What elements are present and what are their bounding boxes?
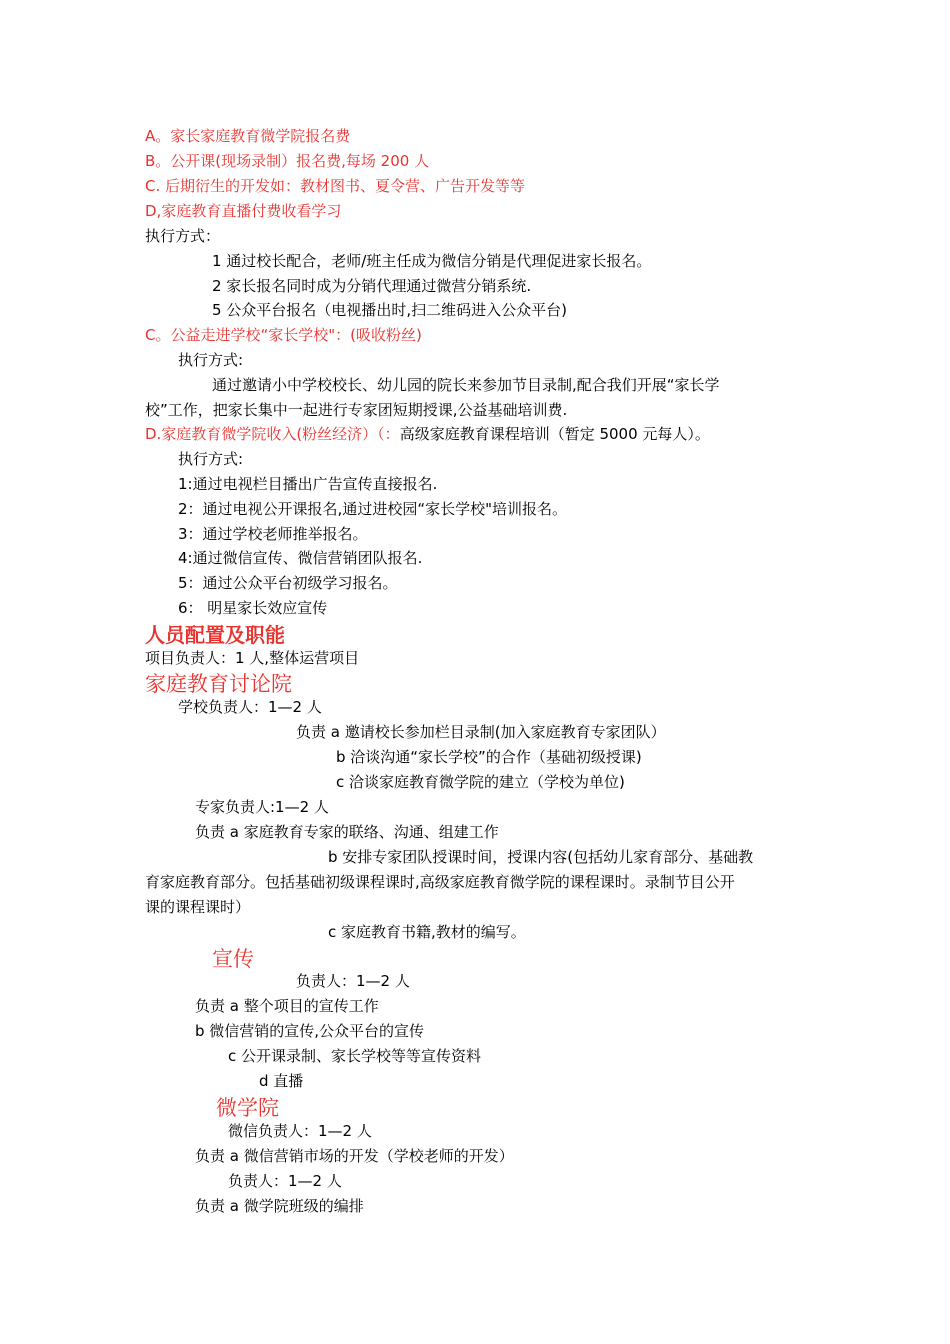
paragraph-line: 通过邀请小中学校校长、幼儿园的院长来参加节目录制,配合我们开展“家长学 bbox=[212, 376, 720, 394]
enroll-method: 3：通过学校老师推举报名。 bbox=[178, 525, 368, 543]
expert-lead-line: 专家负责人:1—2 人 bbox=[195, 798, 329, 816]
enroll-method: 2：通过电视公开课报名,通过进校园“家长学校"培训报名。 bbox=[178, 500, 567, 518]
item-a-line: A。家长家庭教育微学院报名费 bbox=[145, 127, 351, 145]
method-5: 5 公众平台报名（电视播出时,扫二维码进入公众平台) bbox=[212, 301, 567, 319]
duty-line: 课的课程课时） bbox=[145, 898, 251, 916]
method-2: 2 家长报名同时成为分销代理通过微营分销系统. bbox=[212, 277, 532, 295]
section-heading-discussion: 家庭教育讨论院 bbox=[145, 672, 292, 696]
enroll-method: 5：通过公众平台初级学习报名。 bbox=[178, 574, 398, 592]
duty-line: d 直播 bbox=[259, 1072, 304, 1090]
school-lead-line: 学校负责人：1—2 人 bbox=[178, 698, 322, 716]
duty-line: 负责 a 家庭教育专家的联络、沟通、组建工作 bbox=[195, 823, 499, 841]
enroll-method: 1:通过电视栏目播出广告宣传直接报名. bbox=[178, 475, 438, 493]
duty-line: 负责 a 邀请校长参加栏目录制(加入家庭教育专家团队） bbox=[296, 723, 666, 741]
item-d-line: D,家庭教育直播付费收看学习 bbox=[145, 202, 342, 220]
duty-line: 负责 a 微学院班级的编排 bbox=[195, 1197, 364, 1215]
method-label-3: 执行方式: bbox=[178, 450, 244, 468]
wechat-lead-line: 微信负责人：1—2 人 bbox=[228, 1122, 372, 1140]
method-label-2: 执行方式: bbox=[178, 351, 244, 369]
lead-line: 负责人：1—2 人 bbox=[228, 1172, 342, 1190]
item-c-line: C. 后期衍生的开发如：教材图书、夏令营、广告开发等等 bbox=[145, 177, 526, 195]
section-heading-staffing: 人员配置及职能 bbox=[145, 623, 285, 647]
duty-line: b 安排专家团队授课时间，授课内容(包括幼儿家育部分、基础教 bbox=[328, 848, 754, 866]
promotion-lead-line: 负责人：1—2 人 bbox=[296, 972, 410, 990]
duty-line: c 洽谈家庭教育微学院的建立（学校为单位) bbox=[336, 773, 625, 791]
paragraph-line: 校”工作，把家长集中一起进行专家团短期授课,公益基础培训费. bbox=[145, 401, 568, 419]
item-d-income bbox=[145, 424, 710, 444]
item-b-line: B。公开课(现场录制）报名费,每场 200 人 bbox=[145, 152, 430, 170]
enroll-method: 4:通过微信宣传、微信营销团队报名. bbox=[178, 549, 423, 567]
section-heading-micro-academy: 微学院 bbox=[216, 1096, 279, 1120]
item-c-school: C。公益走进学校“家长学校"：(吸收粉丝) bbox=[145, 326, 422, 344]
duty-line: 育家庭教育部分。包括基础初级课程课时,高级家庭教育微学院的课程课时。录制节目公开 bbox=[145, 873, 735, 891]
duty-line: b 洽谈沟通“家长学校”的合作（基础初级授课) bbox=[336, 748, 642, 766]
duty-line: c 家庭教育书籍,教材的编写。 bbox=[328, 923, 526, 941]
method-1: 1 通过校长配合，老师/班主任成为微信分销是代理促进家长报名。 bbox=[212, 252, 652, 270]
duty-line: c 公开课录制、家长学校等等宣传资料 bbox=[228, 1047, 482, 1065]
method-label: 执行方式： bbox=[145, 227, 221, 245]
duty-line: 负责 a 整个项目的宣传工作 bbox=[195, 997, 379, 1015]
item-d-income-detail: 高级家庭教育课程培训（暂定 5000 元每人）。 bbox=[399, 425, 710, 443]
enroll-method: 6： 明星家长效应宣传 bbox=[178, 599, 328, 617]
duty-line: b 微信营销的宣传,公众平台的宣传 bbox=[195, 1022, 425, 1040]
duty-line: 负责 a 微信营销市场的开发（学校老师的开发） bbox=[195, 1147, 514, 1165]
item-d-income-title: D.家庭教育微学院收入(粉丝经济）（： bbox=[145, 425, 400, 443]
project-lead-line: 项目负责人：1 人,整体运营项目 bbox=[145, 649, 360, 667]
section-heading-promotion: 宣传 bbox=[212, 947, 254, 971]
